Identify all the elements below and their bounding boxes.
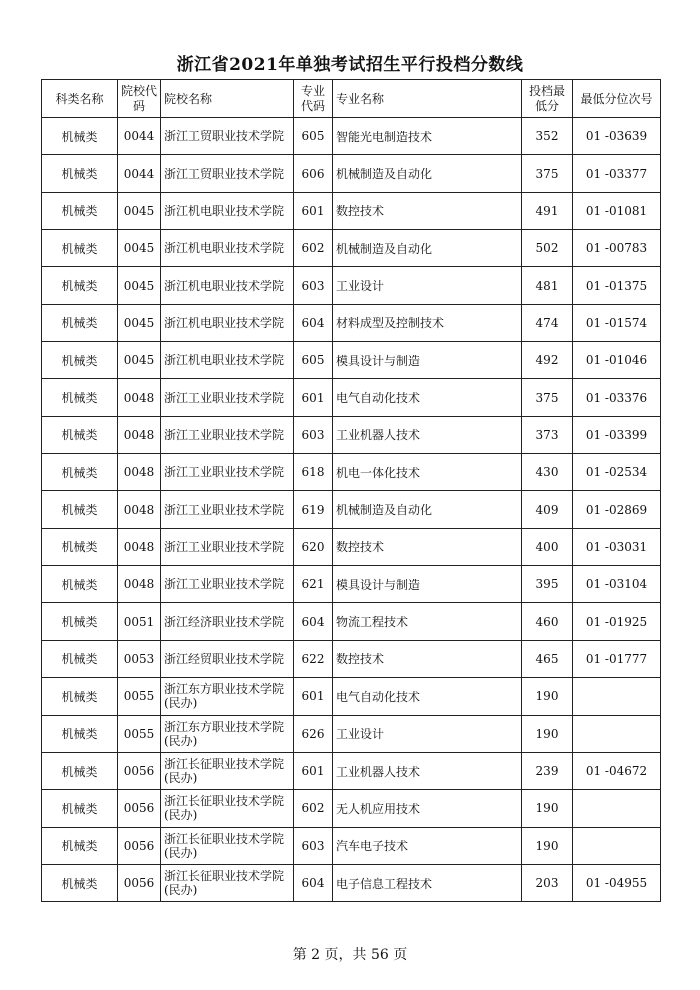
cell-min-rank: 01 -03031 <box>573 528 661 565</box>
cell-min-rank: 01 -03639 <box>573 118 661 155</box>
cell-min-score: 190 <box>522 790 573 827</box>
cell-major-name: 无人机应用技术 <box>333 790 522 827</box>
cell-category: 机械类 <box>42 230 118 267</box>
cell-min-rank: 01 -01777 <box>573 640 661 677</box>
header-school-name: 院校名称 <box>161 80 294 118</box>
table-body <box>42 118 661 902</box>
cell-major-code: 604 <box>294 304 333 341</box>
cell-min-score: 474 <box>522 304 573 341</box>
cell-school-code: 0045 <box>118 230 161 267</box>
cell-category: 机械类 <box>42 566 118 603</box>
cell-min-rank: 01 -03104 <box>573 566 661 603</box>
cell-min-rank: 01 -04955 <box>573 864 661 901</box>
cell-min-score: 492 <box>522 342 573 379</box>
cell-school-code: 0044 <box>118 118 161 155</box>
cell-school-name: 浙江工业职业技术学院 <box>161 416 294 453</box>
cell-category: 机械类 <box>42 267 118 304</box>
table-row <box>42 752 661 789</box>
cell-major-name: 电气自动化技术 <box>333 678 522 715</box>
table-row <box>42 379 661 416</box>
cell-school-name: 浙江工业职业技术学院 <box>161 379 294 416</box>
page-title: 浙江省2021年单独考试招生平行投档分数线 <box>176 55 524 75</box>
table-row <box>42 155 661 192</box>
cell-school-code: 0048 <box>118 379 161 416</box>
cell-min-score: 395 <box>522 566 573 603</box>
cell-category: 机械类 <box>42 678 118 715</box>
cell-min-score: 430 <box>522 454 573 491</box>
cell-category: 机械类 <box>42 603 118 640</box>
cell-major-name: 汽车电子技术 <box>333 827 522 864</box>
table-row <box>42 118 661 155</box>
cell-school-code: 0056 <box>118 827 161 864</box>
cell-min-score: 502 <box>522 230 573 267</box>
cell-school-name: 浙江东方职业技术学院(民办) <box>161 678 294 715</box>
cell-major-code: 622 <box>294 640 333 677</box>
cell-school-name: 浙江机电职业技术学院 <box>161 192 294 229</box>
cell-category: 机械类 <box>42 304 118 341</box>
cell-major-code: 605 <box>294 342 333 379</box>
cell-school-name: 浙江机电职业技术学院 <box>161 230 294 267</box>
header-min-rank: 最低分位次号 <box>573 80 661 118</box>
cell-min-score: 373 <box>522 416 573 453</box>
cell-min-rank: 01 -03377 <box>573 155 661 192</box>
cell-category: 机械类 <box>42 864 118 901</box>
table-row <box>42 603 661 640</box>
cell-min-score: 352 <box>522 118 573 155</box>
cell-school-code: 0048 <box>118 566 161 603</box>
cell-category: 机械类 <box>42 342 118 379</box>
cell-school-name: 浙江经贸职业技术学院 <box>161 640 294 677</box>
cell-major-name: 机械制造及自动化 <box>333 155 522 192</box>
cell-category: 机械类 <box>42 790 118 827</box>
table-row <box>42 528 661 565</box>
cell-min-score: 481 <box>522 267 573 304</box>
cell-major-code: 606 <box>294 155 333 192</box>
table-row <box>42 491 661 528</box>
cell-major-name: 电子信息工程技术 <box>333 864 522 901</box>
cell-school-code: 0044 <box>118 155 161 192</box>
table-header-row <box>42 80 661 118</box>
table-row <box>42 454 661 491</box>
cell-major-code: 603 <box>294 827 333 864</box>
cell-school-name: 浙江经济职业技术学院 <box>161 603 294 640</box>
cell-school-code: 0048 <box>118 416 161 453</box>
cell-min-rank: 01 -01375 <box>573 267 661 304</box>
cell-min-score: 491 <box>522 192 573 229</box>
cell-major-code: 619 <box>294 491 333 528</box>
cell-min-rank: 01 -02869 <box>573 491 661 528</box>
cell-school-name: 浙江工贸职业技术学院 <box>161 118 294 155</box>
table-row <box>42 864 661 901</box>
cell-major-name: 工业设计 <box>333 715 522 752</box>
cell-min-rank <box>573 827 661 864</box>
cell-school-name: 浙江工业职业技术学院 <box>161 528 294 565</box>
cell-major-code: 601 <box>294 192 333 229</box>
cell-major-name: 机械制造及自动化 <box>333 230 522 267</box>
cell-school-code: 0056 <box>118 752 161 789</box>
table-row <box>42 192 661 229</box>
table-row <box>42 678 661 715</box>
cell-school-code: 0056 <box>118 864 161 901</box>
cell-major-code: 604 <box>294 603 333 640</box>
cell-min-rank: 01 -01925 <box>573 603 661 640</box>
cell-school-name: 浙江长征职业技术学院(民办) <box>161 752 294 789</box>
cell-school-name: 浙江机电职业技术学院 <box>161 267 294 304</box>
cell-school-code: 0045 <box>118 304 161 341</box>
cell-major-name: 模具设计与制造 <box>333 566 522 603</box>
cell-major-code: 603 <box>294 267 333 304</box>
cell-school-code: 0056 <box>118 790 161 827</box>
cell-min-rank: 01 -03376 <box>573 379 661 416</box>
cell-category: 机械类 <box>42 379 118 416</box>
cell-min-rank: 01 -01046 <box>573 342 661 379</box>
cell-school-name: 浙江工业职业技术学院 <box>161 491 294 528</box>
cell-major-name: 模具设计与制造 <box>333 342 522 379</box>
cell-min-score: 409 <box>522 491 573 528</box>
cell-major-code: 601 <box>294 379 333 416</box>
cell-min-rank: 01 -00783 <box>573 230 661 267</box>
cell-min-score: 465 <box>522 640 573 677</box>
cell-major-name: 机械制造及自动化 <box>333 491 522 528</box>
cell-school-code: 0048 <box>118 491 161 528</box>
cell-major-code: 626 <box>294 715 333 752</box>
cell-category: 机械类 <box>42 192 118 229</box>
cell-min-rank <box>573 715 661 752</box>
cell-major-name: 机电一体化技术 <box>333 454 522 491</box>
cell-major-name: 工业设计 <box>333 267 522 304</box>
page-footer: 第 2 页，共 56 页 <box>292 947 408 963</box>
cell-category: 机械类 <box>42 715 118 752</box>
table-row <box>42 566 661 603</box>
cell-school-code: 0045 <box>118 192 161 229</box>
cell-school-name: 浙江东方职业技术学院(民办) <box>161 715 294 752</box>
cell-major-code: 621 <box>294 566 333 603</box>
table-row <box>42 230 661 267</box>
cell-category: 机械类 <box>42 491 118 528</box>
cell-min-score: 190 <box>522 715 573 752</box>
header-min-score: 投档最低分 <box>522 80 573 118</box>
table-row <box>42 416 661 453</box>
cell-school-code: 0045 <box>118 267 161 304</box>
score-table <box>41 79 661 902</box>
header-category: 科类名称 <box>42 80 118 118</box>
cell-school-name: 浙江长征职业技术学院(民办) <box>161 827 294 864</box>
table-row <box>42 267 661 304</box>
cell-min-rank: 01 -01574 <box>573 304 661 341</box>
header-major-code: 专业代码 <box>294 80 333 118</box>
table-row <box>42 304 661 341</box>
cell-min-score: 400 <box>522 528 573 565</box>
cell-min-score: 375 <box>522 155 573 192</box>
cell-major-code: 603 <box>294 416 333 453</box>
cell-major-code: 604 <box>294 864 333 901</box>
cell-major-name: 智能光电制造技术 <box>333 118 522 155</box>
cell-school-code: 0051 <box>118 603 161 640</box>
cell-school-name: 浙江机电职业技术学院 <box>161 304 294 341</box>
cell-school-code: 0048 <box>118 528 161 565</box>
cell-school-name: 浙江长征职业技术学院(民办) <box>161 790 294 827</box>
cell-school-name: 浙江工贸职业技术学院 <box>161 155 294 192</box>
cell-major-name: 物流工程技术 <box>333 603 522 640</box>
table-row <box>42 790 661 827</box>
cell-school-code: 0055 <box>118 715 161 752</box>
cell-major-code: 620 <box>294 528 333 565</box>
cell-category: 机械类 <box>42 640 118 677</box>
table-row <box>42 342 661 379</box>
cell-school-name: 浙江工业职业技术学院 <box>161 566 294 603</box>
cell-school-code: 0055 <box>118 678 161 715</box>
cell-school-name: 浙江工业职业技术学院 <box>161 454 294 491</box>
cell-major-code: 601 <box>294 752 333 789</box>
cell-major-code: 605 <box>294 118 333 155</box>
cell-min-rank: 01 -02534 <box>573 454 661 491</box>
cell-major-name: 材料成型及控制技术 <box>333 304 522 341</box>
cell-major-name: 数控技术 <box>333 192 522 229</box>
table-row <box>42 640 661 677</box>
cell-major-name: 工业机器人技术 <box>333 752 522 789</box>
cell-major-name: 数控技术 <box>333 528 522 565</box>
cell-category: 机械类 <box>42 827 118 864</box>
cell-major-name: 工业机器人技术 <box>333 416 522 453</box>
header-major-name: 专业名称 <box>333 80 522 118</box>
header-school-code: 院校代码 <box>118 80 161 118</box>
cell-category: 机械类 <box>42 454 118 491</box>
cell-school-code: 0048 <box>118 454 161 491</box>
cell-min-score: 190 <box>522 827 573 864</box>
cell-major-code: 602 <box>294 230 333 267</box>
cell-major-code: 618 <box>294 454 333 491</box>
cell-min-score: 375 <box>522 379 573 416</box>
cell-min-score: 203 <box>522 864 573 901</box>
cell-school-code: 0053 <box>118 640 161 677</box>
cell-school-name: 浙江长征职业技术学院(民办) <box>161 864 294 901</box>
cell-min-rank: 01 -03399 <box>573 416 661 453</box>
cell-min-score: 460 <box>522 603 573 640</box>
table-row <box>42 827 661 864</box>
cell-min-rank <box>573 790 661 827</box>
cell-major-code: 601 <box>294 678 333 715</box>
cell-category: 机械类 <box>42 155 118 192</box>
cell-min-score: 239 <box>522 752 573 789</box>
cell-major-name: 电气自动化技术 <box>333 379 522 416</box>
cell-min-rank: 01 -04672 <box>573 752 661 789</box>
cell-min-rank <box>573 678 661 715</box>
cell-school-code: 0045 <box>118 342 161 379</box>
cell-category: 机械类 <box>42 752 118 789</box>
cell-school-name: 浙江机电职业技术学院 <box>161 342 294 379</box>
cell-category: 机械类 <box>42 416 118 453</box>
cell-major-name: 数控技术 <box>333 640 522 677</box>
cell-category: 机械类 <box>42 118 118 155</box>
cell-major-code: 602 <box>294 790 333 827</box>
table-row <box>42 715 661 752</box>
cell-category: 机械类 <box>42 528 118 565</box>
cell-min-score: 190 <box>522 678 573 715</box>
cell-min-rank: 01 -01081 <box>573 192 661 229</box>
